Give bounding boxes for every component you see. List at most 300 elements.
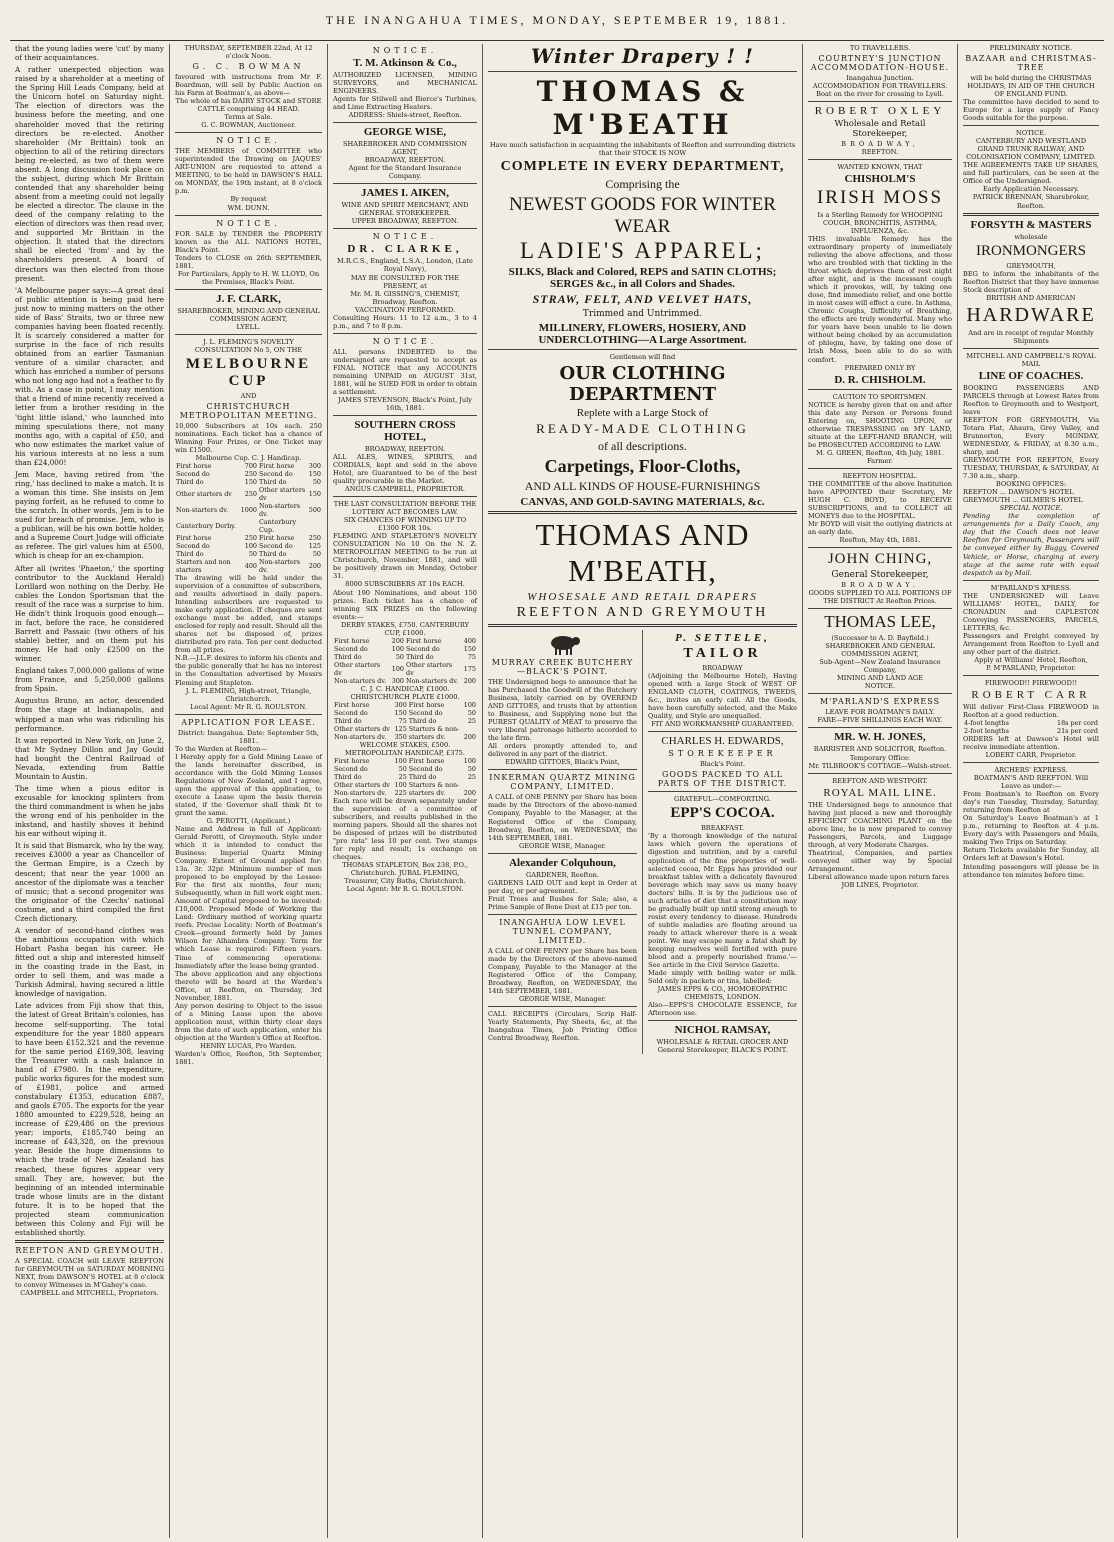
ramsay-text: WHOLESALE & RETAIL GROCER AND General Storekeeper, BLACK'S POINT. (656, 1038, 789, 1055)
archer-text: BOATMAN'S AND REEFTON. Will Leave as under:— (973, 774, 1089, 791)
table-cell: First horse (176, 534, 212, 543)
table-cell: 75 (467, 652, 476, 661)
lease-details: Name and Address in full of Applicant: Gerald Perotti, of Greymouth. Style under which it is intended to conduct the Business: Imperial Quartz Mining Company. Extent of Ground applied for: 13a. 3r. 32pr. Minimum number of men proposed to be employed by the Lessee: For the first six months, four men; Subsequently, when in full work eight men. Amount of Capital proposed to be invested: £10,000. Proposed Mode of Working the Land: Ordinary method of working quartz reefs. Precise Locality: North of Boatman's Creek—ground formerly held by James Wilson for Alhambra Company. Term for which Lease is required: Fifteen years. Time of commencing operations: Immediately after the lease being granted. (175, 825, 322, 970)
divider (808, 159, 952, 160)
lottery-table (333, 701, 477, 741)
lottery-row (333, 637, 477, 645)
table-cell: 250 (308, 534, 321, 543)
table-cell: 1000 (240, 506, 257, 515)
moss-head: WANTED KNOWN, THAT (837, 162, 923, 171)
tender-text: FOR SALE by TENDER the PROPERTY known as the ALL NATIONS HOTEL, Black's Point. (175, 229, 322, 254)
consultation-cup: MELBOURNE CUP (185, 355, 312, 389)
table-cell: Third do (408, 716, 437, 725)
special-title: SPECIAL NOTICE. (999, 504, 1063, 513)
masthead (10, 0, 1104, 41)
table-cell: Canterbury Derby. (176, 522, 236, 531)
divider (808, 547, 952, 548)
drapery-advertisement (488, 44, 797, 627)
divider (175, 714, 322, 715)
table-cell: 100 (394, 756, 407, 765)
table-cell: First horse (408, 700, 445, 709)
table-cell: 150 (244, 478, 257, 487)
table-cell: Second do (258, 470, 293, 479)
divider (963, 675, 1099, 676)
edwards-title: STOREKEEPER (668, 749, 777, 759)
royal-mail-liberal: Liberal allowance made upon return fares (808, 872, 949, 881)
table-cell: 175 (463, 664, 476, 673)
lottery-event: WELCOME STAKES, £500. METROPOLITAN HANDICAP, £375. (345, 740, 465, 757)
notice-request: By request (230, 195, 267, 204)
table-cell: First horse (334, 756, 370, 765)
divider (488, 624, 797, 627)
article-paragraph: that the young ladies were 'cut' by many of their acquaintances. (15, 44, 164, 63)
consultation-agent: Local Agent: Mr R. G. ROULSTON. (190, 702, 307, 711)
travellers-head: TO TRAVELLERS. (849, 44, 911, 52)
table-cell: Non-starters dv. (406, 676, 459, 685)
oxley-text: Wholesale and Retail Storekeeper, (834, 119, 926, 140)
divider (175, 132, 322, 133)
drapery-millinery: MILLINERY, FLOWERS, HOSIERY, AND UNDERCLOTHING—A Large Assortment. (538, 322, 747, 347)
table-cell: 150 (394, 708, 407, 717)
divider (488, 914, 637, 915)
divider (963, 348, 1099, 349)
oxley-name: ROBERT OXLEY (814, 105, 946, 118)
drapery-furnishings: AND ALL KINDS OF HOUSE-FURNISHINGS (524, 479, 761, 494)
prize-row (175, 558, 322, 574)
divider (648, 1020, 797, 1021)
archer-title: ARCHERS' EXPRESS. (994, 766, 1068, 775)
clarke-vaccination: VACCINATION PERFORMED. (354, 305, 456, 314)
masthead-text: THE INANGAHUA TIMES, MONDAY, SEPTEMBER 19, 1881. (325, 12, 789, 27)
lease-signature: G. PEROTTI, (Applicant.) (206, 816, 291, 825)
columns (10, 44, 1104, 1538)
aiken-name: JAMES I. AIKEN, (360, 187, 450, 200)
atkinson-agents: Agents for Stilwell and Bierce's Turbines, and Lime Extracting Heaters. (333, 95, 477, 112)
table-cell: Other starters dv (258, 486, 306, 503)
table-cell: Starters & non- (408, 724, 460, 733)
divider (175, 334, 322, 335)
lottery-text: FLEMING AND STAPLETON'S NOVELTY CONSULTATION No 10 On the N. Z. METROPOLITAN MEETING to be run at Christchurch, November, 1881, and will be positively drawn on Monday, October 31. (333, 532, 477, 581)
table-cell: 250 (244, 534, 257, 543)
lottery-row (333, 645, 477, 653)
atkinson-address: ADDRESS: Shiels-street, Reefton. (348, 111, 462, 120)
carr-text: Will deliver First-Class FIREWOOD in Reefton at a good reduction. (963, 702, 1099, 719)
lottery-event: DERBY STAKES, £750. CANTERBURY CUP, £1000. (340, 620, 469, 637)
lottery-signature: THOMAS STAPLETON, Box 238, P.O., Christchurch. JUBAL FLEMING, Treasurer, City Baths, Christchurch. (342, 861, 468, 886)
divider (963, 580, 1099, 581)
lease-warden: HENRY LUCAS, Pro Warden. (200, 1041, 297, 1050)
royal-mail-theatrical: Theatrical, Companies, and parties conveyed either way by Special Arrangement. (808, 848, 952, 873)
table-cell: Second do (334, 644, 368, 653)
table-cell: 50 (395, 652, 404, 661)
clarke-where: Mr. M. R. GISSING'S, CHEMIST, Broadway, Reefton. (350, 289, 460, 306)
table-cell: 300 (394, 700, 407, 709)
table-cell: 500 (308, 506, 321, 515)
table-cell: 400 (463, 636, 476, 645)
table-cell: 150 (308, 490, 321, 499)
drapery-readymade: READY-MADE CLOTHING (536, 421, 749, 437)
butchery-text: THE Undersigned begs to announce that he has Purchased the Goodwill of the Butchery Business, lately carried on by OVEREND AND GITTOES, and trusts that by attention to Business, and Supplying none but the PUREST QUALITY of MEAT to preserve the very liberal patronage hitherto accorded to the late firm. (488, 678, 637, 743)
drapery-wholesale: WHOSESALE AND RETAIL DRAPERS (527, 591, 758, 604)
special-text: Pending the completion of arrangements for a Daily Coach, any day that the Coach does not leave Reefton for Greymouth, Passengers will be conveyed either by Buggy, Covered Vehicle, or Horse, charging at every stage at the same rate with equal despatch as by Mail. (963, 512, 1099, 577)
divider (15, 1240, 164, 1243)
firewood-table (963, 719, 1099, 735)
lottery-table (333, 757, 477, 797)
moss-maker: D. R. CHISHOLM. (834, 373, 926, 386)
express-fare: FARE—FIVE SHILLINGS EACH WAY. (817, 716, 943, 725)
firewood-orders: ORDERS left at Dawson's Hotel will receive immediate attention. (963, 735, 1099, 752)
express-text: LEAVE FOR BOATMAN'S DAILY. (825, 708, 935, 717)
lease-objection: Any person desiring to Object to the issue of a Mining Lease upon the above application must, within thirty clear days from the date of such application, enter his objection at the Warden's Office at Reefton. (175, 1001, 322, 1042)
auction-date: THURSDAY, SEPTEMBER 22nd, At 12 o'clock Noon. (184, 44, 313, 61)
archer-from: From Boatman's to Reefton on Every day's run Tuesday, Thursday, Saturday, returning from Reefton at (963, 790, 1099, 815)
mparland-text: THE UNDERSIGNED will Leave WILLIAMS' HOTEL, DAILY, for CRONADUN and CAPLESTON Conveying PASSENGERS, PARCELS, LETTERS, &c. (963, 591, 1099, 632)
notice-title: NOTICE. (864, 682, 896, 691)
lottery-row (333, 773, 477, 781)
table-cell: Starters and non starters (176, 558, 231, 575)
table-cell: 50 (312, 550, 321, 559)
table-cell: First horse (406, 636, 442, 645)
prize-row (175, 534, 322, 542)
lottery-row (333, 701, 477, 709)
ching-address: BROADWAY. (841, 581, 919, 590)
tunnel-signature: GEORGE WISE, Manager. (518, 994, 607, 1003)
table-cell: Second do (334, 708, 368, 717)
inkerman-signature: GEORGE WISE, Manager. (518, 841, 607, 850)
table-cell: 2-foot lengths (964, 727, 1009, 736)
prize-row (175, 502, 322, 518)
table-cell: Starters & non- (408, 780, 460, 789)
drapery-firm: THOMAS & M'BEATH (536, 75, 749, 141)
mparland-signature: P. M'PARLAND, Proprietor. (986, 663, 1076, 672)
table-cell: First horse (258, 534, 295, 543)
article-paragraph: 'A Melbourne paper says:—A great deal of public attention is being paid here just now to mining matters on the other side of Bass' Straits, two or three new companies having been floated recently. It is scarcely considered a matter for surprise in the face of rich results obtained from an earlier Tasmanian venture of a similar character, and which has enriched a number of persons who not long ago had not a feather to fly with. As a case in point, I may mention that a friend of mine recently received a letter from a brother residing in the 'tight little island,' who launched into mining speculations there, not many months ago, with a capital of £50, and who now estimates the market value of his various interests at no less a sum than £24,000! (15, 285, 164, 467)
divider (333, 183, 477, 184)
bazaar-committee: The committee have decided to send to Europe for a large supply of Fancy Goods suitable for the purpose. (963, 98, 1099, 123)
jones-text: BARRISTER AND SOLICITOR, Reefton. (813, 745, 947, 754)
drapery-newest: NEWEST GOODS FOR WINTER WEAR (509, 194, 776, 238)
table-cell: First horse (258, 462, 295, 471)
prelim-title: PRELIMINARY NOTICE. (989, 44, 1073, 52)
divider (808, 727, 952, 728)
express-title: M'PARLAND'S EXPRESS (819, 697, 941, 707)
table-cell: 150 (463, 644, 476, 653)
railway-signature: PATRICK BRENNAN, Sharebroker, Reefton. (972, 193, 1090, 210)
inkerman-title: INKERMAN QUARTZ MINING COMPANY, LIMITED. (489, 773, 636, 792)
table-cell: 250 (244, 470, 257, 479)
table-cell: Third do (406, 652, 434, 661)
drapery-gentlemen: Gentlemen will find (609, 353, 676, 362)
forsyth-location: GREYMOUTH, (1006, 261, 1056, 270)
notice-signature: WM. DUNN. (227, 203, 270, 212)
lease-district: District: Inangahua. Date: September 5th, 1881. (177, 728, 320, 745)
auctioneer-name: G. C. BOWMAN (192, 62, 305, 72)
railway-early: Early Application Necessary. (982, 185, 1079, 194)
auction-signature: G. C. BOWMAN, Auctioneer. (201, 121, 296, 130)
consultation-columns: Melbourne Cup. C. J. Handicap. (195, 454, 302, 463)
drapery-silks: SILKS, Black and Colored, REPS and SATIN CLOTHS; SERGES &c., in all Colors and Shades. (508, 266, 777, 291)
jones-name: MR. W. H. JONES, (834, 731, 926, 744)
table-cell: Second do (258, 542, 293, 551)
epps-text: 'By a thorough knowledge of the natural laws which govern the operations of digestion and nutrition, and by a careful application of the fine properties of well-selected cocoa, Mr. Epps has provided our breakfast tables with a delicately flavoured beverage which may save us many heavy doctors' bills. It is by the judicious use of such articles of diet that a constitution may be gradually built up until strong enough to resist every tendency to disease. Hundreds of subtle maladies are floating around us ready to attack wherever there is a weak point. We may escape many a fatal shaft by keeping ourselves well fortified with pure blood and a properly nourished frame.'—See article in the Civil Service Gazette. (648, 832, 797, 969)
divider (488, 71, 797, 72)
mparland-freight: Passengers and Freight conveyed by Arrangement from Reefton to Lyell and any other part of the district. (963, 631, 1099, 656)
prize-row (175, 518, 322, 534)
westport-title: REEFTON AND WESTPORT. (832, 776, 928, 785)
notice-title: NOTICE. (372, 336, 438, 346)
column-6 (958, 44, 1104, 1538)
table-cell: 25 (467, 772, 476, 781)
prize-row (175, 478, 322, 486)
divider (963, 762, 1099, 763)
booking-greymouth: GREYMOUTH ... GILMER'S HOTEL (963, 496, 1083, 505)
lottery-row (333, 661, 477, 677)
prize-row (175, 486, 322, 502)
lee-successor: (Successor to A. D. Bayfield.) (831, 634, 929, 643)
table-cell: 100 (244, 542, 257, 551)
consultation-and: AND (240, 391, 257, 400)
aiken-address: UPPER BROADWAY, REEFTON. (351, 217, 459, 226)
mitchell-title: MITCHELL AND CAMPBELL'S ROYAL MAIL (966, 351, 1096, 368)
consultation-rules: The drawing will be held under the supervision of a committee of subscribers, and results advertised in daily papers. Intending subscribers are requested to make early application. If cheques are sent exchange must be added, and stamps enclosed for reply and result. Should all the shares not be disposed of, prizes distributed pro rata. Ten per cent deducted from all prizes. (175, 574, 322, 655)
wise-name: GEORGE WISE, (363, 126, 447, 139)
table-cell: 50 (467, 764, 476, 773)
moss-prepared: PREPARED ONLY BY (844, 363, 916, 372)
lottery-subscribers: 8000 SUBSCRIBERS AT 10s EACH. (345, 580, 465, 589)
stevenson-signature: JAMES STEVENSON, Black's Point, July 16th, 1881. (337, 395, 473, 412)
epps-tag: GRATEFUL—COMFORTING. (674, 795, 771, 804)
royal-mail-signature: JOB LINES, Proprietor. (841, 880, 919, 889)
tender-apply: For Particulars, Apply to H. W. LLOYD, On the Premises, Black's Point. (177, 269, 320, 286)
drapery-ladies: LADIE'S APPAREL; (520, 238, 765, 264)
tailor-name: P. SETTELE, (675, 632, 770, 645)
auction-stock: The whole of his DAIRY STOCK and STORE CATTLE comprising 44 HEAD. (175, 97, 322, 114)
firewood-title: FIREWOOD!! FIREWOOD!! (984, 678, 1078, 687)
lottery-agent: Local Agent: Mr R. G. ROULSTON. (346, 885, 464, 894)
lottery-event: C. J. C. HANDICAP, £1000. CHRISTCHURCH PLATE £1000. (350, 684, 460, 701)
auction-text: favoured with instructions from Mr F. Boardman, will sell by Public Auction on his Farm at Boatman's, as above— (175, 73, 322, 98)
clarke-consult: MAY BE CONSULTED FOR THE PRESENT, at (350, 273, 460, 290)
divider (175, 289, 322, 290)
butchery-signature: EDWARD GITTOES, Black's Point, (505, 758, 620, 767)
notice-title: NOTICE. (372, 46, 438, 55)
drapery-hats: STRAW, FELT, AND VELVET HATS, (532, 292, 753, 307)
table-cell: 50 (312, 478, 321, 487)
table-cell: First horse (334, 700, 370, 709)
hotel-signature: ANGUS CAMPBELL, PROPRIETOR. (344, 485, 466, 494)
lee-sub-agent: Sub-Agent—New Zealand Insurance Company, (819, 658, 941, 675)
lee-name: THOMAS LEE, (824, 612, 936, 632)
table-cell: 350 (394, 732, 407, 741)
divider (333, 122, 477, 123)
article-paragraph: It was reported in New York, on June 2, that Mr Sydney Dillon and Jay Gould had bought the Central Railroad of Nevada, extending from Battle Mountain to Austin. (15, 735, 164, 781)
lottery-row (333, 725, 477, 733)
article-paragraph: A rather unexpected objection was raised by a shareholder at a meeting of the Spring Hill Leads Company, held at the Unicorn hotel on Saturday night. The election of directors was the business before the meeting, and one shareholder moved that the retiring directors be re-elected. Another shareholder (Mr Brittain) took an objection to all of the retiring directors being re-elected, as two of them were absent. A long discussion took place on the subject, during which Mr Brittain contended that any shareholder being absent from a meeting could not legally be elected a director. The clause in the deed of the company relating to the election of directors was then read over, and supported Mr Brittain in the objection. It stated that the directors shall be elected 'from' and by the shareholders present. A board of directors was then elected from those present. (15, 65, 164, 283)
table-cell (308, 518, 322, 534)
oxley-address: BROADWAY, (841, 139, 919, 148)
moss-maker-name: CHISHOLM'S (844, 172, 916, 185)
drapery-intro: Have much satisfaction in acquainting the inhabitants of Reefton and surrounding districts that their STOCK IS NOW (489, 141, 796, 158)
colquhoun-sub: GARDENER, Reefton. (525, 870, 599, 879)
lease-office: Warden's Office, Reefton, 5th September, 1881. (175, 1049, 322, 1066)
notice-title: NOTICE. (216, 218, 281, 228)
article-paragraph: The time when a pious editor is excusable for knocking splinters from the third commandment is when he jabs the wrong end of his penholder in the inkstand, and hastily shoves it behind his ear without wiping it. (15, 783, 164, 839)
drapery-complete: COMPLETE IN EVERY DEPARTMENT, (500, 159, 785, 175)
article-paragraph: A vendor of second-hand clothes was the ambitious occupation with which Hobart Pasha began his career. He fitted out a ship and interested himself in the coasting trade in the East, in order to sell them, and was made a Turkish Admiral, having secured a little knowledge of navigation. (15, 925, 164, 999)
divider (808, 101, 952, 102)
edwards-address: Black's Point. (699, 760, 746, 769)
moss-title: IRISH MOSS (816, 186, 944, 208)
coaches-greymouth-reefton: GREYMOUTH FOR REEFTON, Every TUESDAY, THURSDAY, & SATURDAY, At 7.30 a.m., sharp. (963, 456, 1099, 481)
table-cell: 25 (467, 716, 476, 725)
divider (488, 853, 637, 854)
table-cell: Second do (176, 470, 210, 479)
lottery-rules: Each race will be drawn separately under the supervision of a committee of subscribers, and results published in the morning papers. Should all the shares not be disposed of prizes will be distributed "pro rata" less 10 per cent. Two stamps for reply and result; 1s exchange on cheques. (333, 796, 477, 862)
table-cell: 50 (398, 764, 407, 773)
lottery-nominations: About 190 Nominations, and about 150 prizes. Each ticket has a chance of winning SIX PRIZES on the following events:— (333, 588, 477, 621)
lottery-row (333, 677, 477, 685)
hotel-name: SOUTHERN CROSS HOTEL, (354, 418, 456, 443)
atkinson-text: AUTHORIZED LICENSED, MINING SURVEYORS, and MECHANICAL ENGINEERS. (333, 71, 477, 96)
table-cell: Third do (408, 772, 437, 781)
drapery-towns: REEFTON AND GREYMOUTH (516, 605, 769, 621)
aiken-text: WINE AND SPIRIT MERCHANT, AND GENERAL STOREKEEPER. (341, 201, 469, 218)
junction-location: Inangahua Junction. (846, 74, 914, 83)
table-cell: 50 (467, 708, 476, 717)
clark-place: LYELL. (236, 322, 261, 331)
lottery-row (333, 717, 477, 725)
lease-hearing: The above application and any objections thereto will be heard at the Warden's Office, at Reefton, on Thursday, 3rd November, 1881. (175, 969, 322, 1002)
inkerman-text: A CALL of ONE PENNY per Share has been made by the Directors of the above-named Company, Payable to the Manager, at the Registered Office of the Company, Broadway, Reefton, on WEDNESDAY, the 14th SEPTEMBER, 1881. (488, 793, 637, 842)
prize-row (175, 542, 322, 550)
table-cell: First horse (176, 462, 212, 471)
moss-text: THIS invaluable Remedy has the extraordinary property of immediately relieving the above affections, and those who are troubled with that tickling in the throat which deprives them of rest night after night, and is the incessant cough which it provokes, will, by taking one dose, find immediate relief, and one bottle in most cases will effect a cure. In Asthma, Chronic Coughs, Difficulty of Breathing, the effects are truly wonderful. Many who for years have been unable to lie down without being choked by an accumulation of phlegm, have, by taking one dose of Irish Moss, been able to do so with comfort. (808, 235, 952, 364)
forsyth-british: BRITISH AND AMERICAN (986, 293, 1076, 302)
forsyth-ironmongers: IRONMONGERS (975, 242, 1086, 259)
divider (648, 731, 797, 732)
junction-boat: Boat on the river for crossing to Lyell. (816, 90, 944, 99)
table-cell: Non-starters dv. (334, 732, 387, 741)
bazaar-text: will be held during the CHRISTMAS HOLIDAYS, IN AID OF THE CHURCH OF ENGLAND FUND. (967, 74, 1095, 99)
divider (963, 125, 1099, 126)
table-cell: 100 (463, 756, 476, 765)
epps-title: EPP'S COCOA. (670, 805, 775, 822)
table-cell: Other starters dv (334, 660, 381, 677)
column-2 (170, 44, 328, 1538)
table-cell (240, 518, 258, 534)
table-cell: 225 (394, 788, 407, 797)
table-cell: Other starters dv (334, 724, 390, 733)
table-cell: 200 (308, 562, 321, 571)
drapery-descriptions: of all descriptions. (598, 439, 687, 454)
royal-mail-title: ROYAL MAIL LINE. (823, 786, 937, 799)
lease-to: To the Warden at Reefton— (175, 744, 267, 753)
epps-firm: JAMES EPPS & CO., HOMOEOPATHIC CHEMISTS, LONDON. (657, 985, 788, 1002)
butchery-title: MURRAY CREEK BUTCHERY—BLACK'S POINT. (491, 658, 634, 677)
table-cell: Third do (334, 772, 362, 781)
lottery-head: THE LAST CONSULTATION BEFORE THE LOTTERY ACT BECOMES LAW. (333, 500, 477, 517)
table-cell: 100 (463, 700, 476, 709)
tunnel-text: A CALL of ONE PENNY per Share has been made by the Directors of the above-named Company, Payable to the Manager at the Registered Office of the Company, Broadway, Reefton, on WEDNESDAY, the 14th SEPTEMBER, 1881. (488, 946, 637, 995)
hospital-title: REEFTON HOSPITAL. (842, 471, 918, 480)
colquhoun-name: Alexander Colquhoun, (509, 856, 616, 869)
hospital-date: Reefton, May 4th, 1881. (839, 536, 921, 545)
table-cell: Other starters dv (406, 660, 453, 677)
drapery-trimmed: Trimmed and Untrimmed. (582, 309, 703, 320)
royal-mail-text: THE Undersigned begs to announce that having just placed a new and thoroughly EFFICIENT COACHING PLANT on the above line, he is now prepared to convey Passengers, Parcels, and Luggage through, at very Moderate Charges. (808, 800, 952, 849)
hotel-address: BROADWAY, REEFTON. (364, 444, 446, 453)
railway-text: THE AGREEMENTS TAKE UP SHARES, and full particulars, can be seen at the Office of the Undersigned. (963, 161, 1099, 186)
booking-title: BOOKING OFFICES: (995, 480, 1067, 489)
forsyth-hardware: HARDWARE (966, 303, 1096, 326)
divider (175, 215, 322, 216)
mparland-apply: Apply at Williams' Hotel, Reefton, (974, 655, 1088, 664)
notice-title: NOTICE. (216, 136, 281, 146)
butchery-orders: All orders promptly attended to, and delivered in any part of the district. (488, 742, 637, 759)
prize-row (175, 462, 322, 470)
colquhoun-trees: Fruit Trees and Bushes for Sale; also, a Prime Sample of Bone Dust at £15 per ton. (488, 894, 637, 911)
column-1 (10, 44, 170, 1538)
hospital-text: THE COMMITTEE of the above Institution have APPOINTED their Secretary, Mr HUGH C. BOYD, to RECEIVE SUBSCRIPTIONS, and to COLLECT all MONEYS due to the HOSPITAL. (808, 479, 952, 520)
article-paragraph: It is said that Bismarck, who by the way, receives £3000 a year as Chancellor of the German Empire, is a Czech by descent; that near the year 1000 an ancestor of the diplomate was a teacher of music; that a second progenitor was the originator of the Czechs' national costume, and a third compiled the first Czech dictionary. (15, 841, 164, 923)
divider (808, 608, 952, 609)
edwards-name: CHARLES H. EDWARDS, (661, 735, 784, 748)
divider (808, 389, 952, 390)
archer-saturday: On Saturday's Leave Boatman's at 1 p.m., returning to Reefton at 4 p.m. Every day's with Passengers and Mails, making Two Trips on Saturday. (963, 814, 1099, 847)
forsyth-wholesale: wholesale (1014, 232, 1048, 241)
divider (808, 773, 952, 774)
lease-text: I Hereby apply for a Gold Mining Lease of the lands hereinafter described, in accordance with the Gold Mining Leases Regulations of New Zealand, and I agree, upon the approval of this application, to execute a Lease upon the basis therein stated, if the Governor shall think fit to grant the same. (175, 752, 322, 817)
table-cell (462, 781, 477, 789)
clarke-quals: M.R.C.S., England, L.S.A., London, (Late Royal Navy), (337, 257, 473, 274)
table-cell: First horse (408, 756, 445, 765)
forsyth-text: BEG to inform the inhabitants of the Reefton District that they have immense Stock description of (963, 269, 1099, 294)
table-cell: 200 (391, 636, 404, 645)
clark-text: SHAREBROKER, MINING AND GENERAL COMMISSION AGENT, (177, 306, 320, 323)
forsyth-monthly: And are in receipt of regular Monthly Shipments (968, 328, 1094, 345)
table-cell: 21s per cord (1057, 727, 1098, 736)
table-cell: 200 (463, 676, 476, 685)
table-cell: Third do (334, 716, 362, 725)
tailor-title: TAILOR (683, 646, 762, 662)
wise-address: BROADWAY, REEFTON. (364, 156, 446, 165)
table-cell: Second do (406, 644, 440, 653)
table-cell: Third do (176, 550, 204, 559)
drapery-firm-large: THOMAS AND M'BEATH, (535, 517, 750, 589)
receipts-text: CALL RECEIPTS (Circulars, Scrip Half-Yearly Statements, Pay Sheets, &c, at the Inangahua Times, Job Printing Office Central Broadway, Reefton. (488, 1010, 637, 1043)
wise-text: SHAREBROKER AND COMMISSION AGENT, (343, 140, 467, 157)
forsyth-name: FORSYTH & MASTERS (970, 218, 1092, 231)
tunnel-title: INANGAHUA LOW LEVEL TUNNEL COMPANY, LIMITED. (499, 917, 626, 945)
notice-title: NOTICE. (1015, 129, 1047, 138)
table-cell: Non-starters dv. (334, 676, 387, 685)
table-cell: starters dv. (408, 732, 446, 741)
lottery-row (333, 757, 477, 765)
prize-row (175, 550, 322, 558)
ching-text: General Storekeeper, (831, 570, 929, 581)
edwards-goods: GOODS PACKED TO ALL PARTS OF THE DISTRICT. (657, 770, 788, 789)
clarke-hours: Consulting Hours: 11 to 12 a.m., 3 to 4 p.m., and 7 to 8 p.m. (333, 313, 477, 330)
jones-address: Mr. TILBROOK'S COTTAGE—Walsh-street. (808, 761, 952, 770)
booking-reefton: REEFTON ... DAWSON'S HOTEL (963, 488, 1074, 497)
divider (333, 228, 477, 229)
article-paragraph: Jem Mace, having retired from 'the ring,' has declined to make a match. It is a woman this time. She insists on Jem paying forfeit, as he refused to come to the scratch. In other words, Jem is to be sued for breach of promise. Jem, who is a publican, will be his own bottle holder, and a Supreme Court Judge will officiate as referee. The girl values him at £500, which is cheap for an ex-champion. (15, 469, 164, 561)
coaches-text: BOOKING PASSENGERS AND PARCELS through at Lowest Rates from Reefton to Greymouth and to Westport, leave (963, 383, 1099, 416)
table-cell: Second do (408, 708, 443, 717)
sportsmen-signature: M. G. GREEN, Reefton, 4th July, 1881. Farmer. (816, 448, 944, 465)
coaches-reefton-greymouth: REEFTON FOR GREYMOUTH, Via Totara Flat, Ahaura, Grey Valley, and Brunnerton, Every MONDAY, WEDNESDAY, & FRIDAY, at 8.30 a.m., sharp, and (963, 415, 1099, 457)
divider (333, 333, 477, 334)
